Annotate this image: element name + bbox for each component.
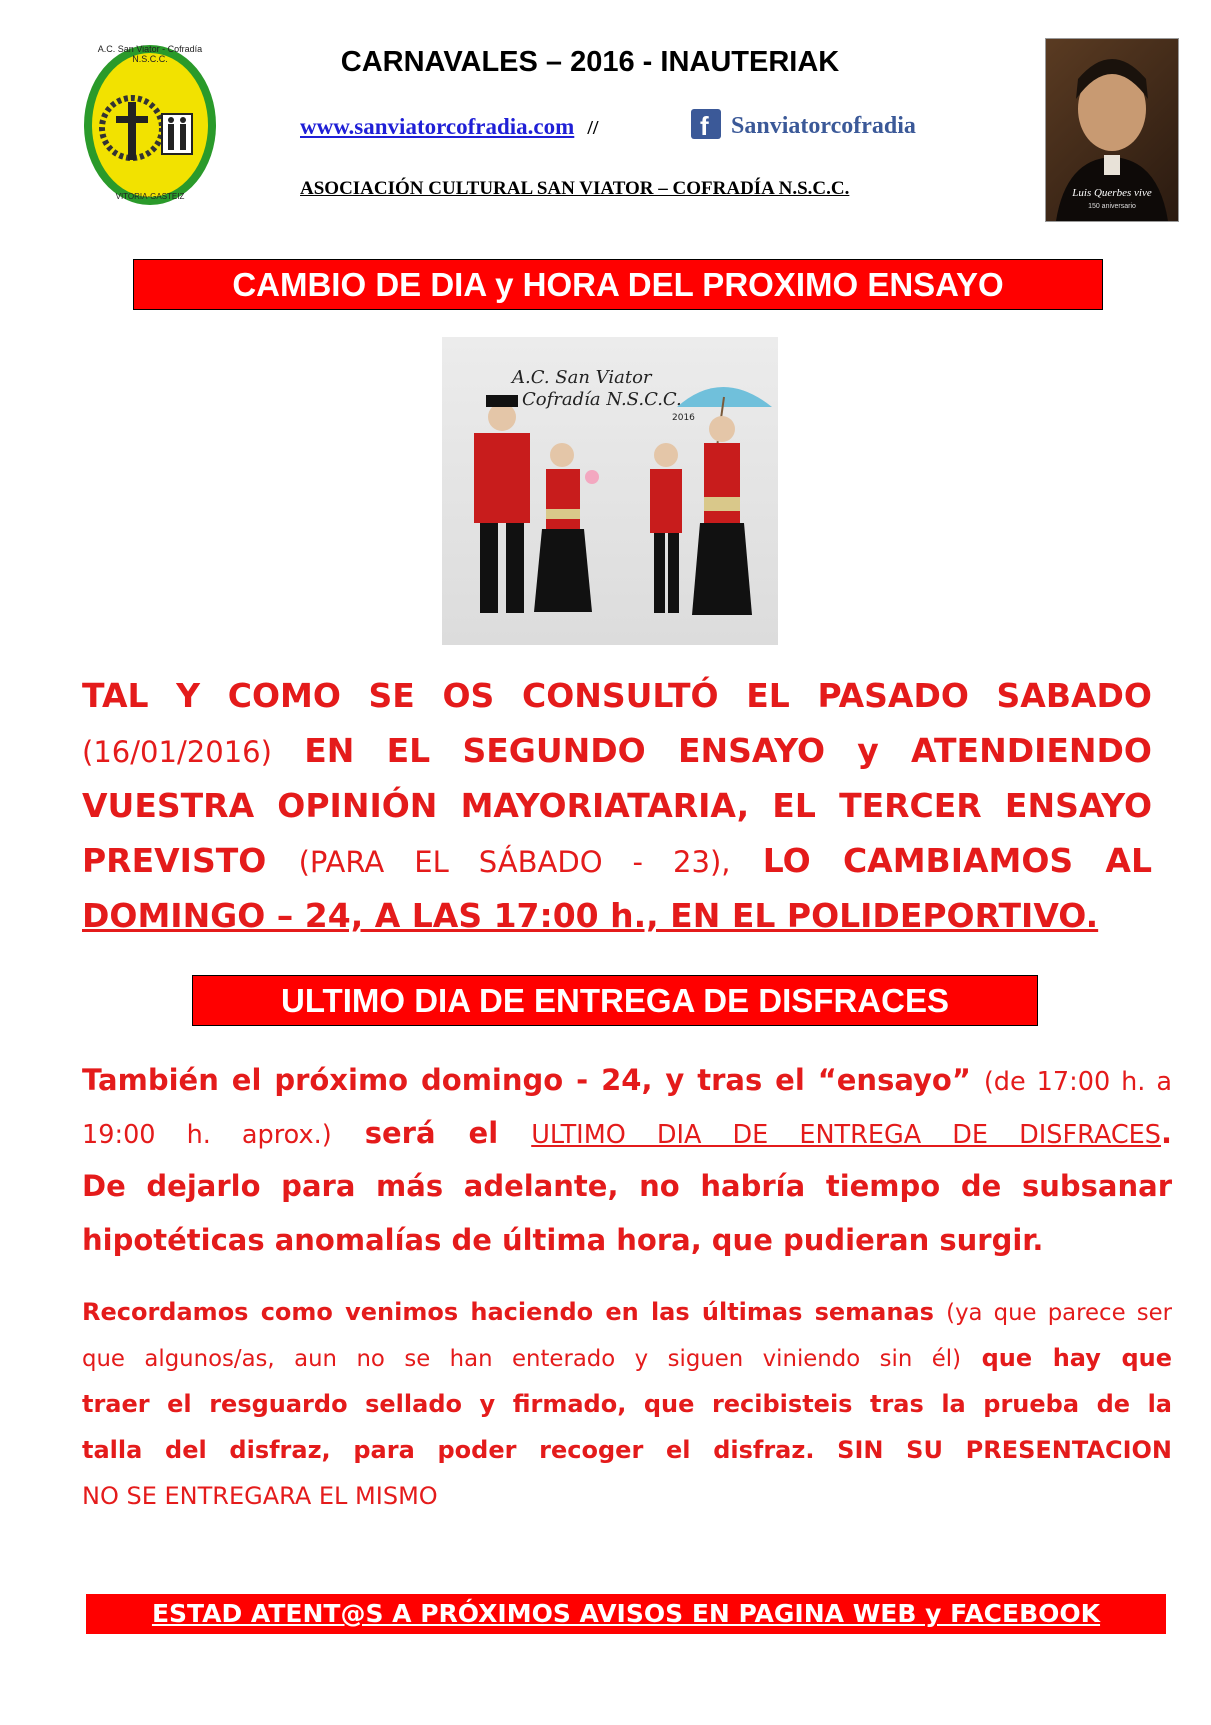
page-title: CARNAVALES – 2016 - INAUTERIAK: [340, 46, 840, 78]
logo-ring-text: A.C. San Viator - Cofradía N.S.C.C.: [97, 44, 203, 64]
notice-line-2-text: EN EL SEGUNDO ENSAYO y ATENDIENDO: [304, 731, 1152, 770]
logo-bottom-text: VITORIA-GASTEIZ: [115, 192, 185, 201]
notice-line-5: DOMINGO – 24, A LAS 17:00 h., EN EL POLIDEPORTIVO.: [82, 896, 1099, 935]
delivery-line-1: [82, 1058, 1172, 1104]
link-separator: //: [587, 117, 599, 139]
website-link[interactable]: www.sanviatorcofradia.com: [300, 114, 575, 139]
header-links-row: [300, 114, 599, 144]
photo-title-line2: Cofradía N.S.C.C.: [522, 389, 682, 410]
notice-planned-date: (PARA EL SÁBADO - 23),: [298, 845, 731, 879]
delivery-time-end: 19:00 h. aprox.): [82, 1120, 332, 1150]
photo-title-line1: A.C. San Viator: [512, 367, 652, 388]
delivery-will-be: será el: [364, 1116, 499, 1150]
association-name: ASOCIACIÓN CULTURAL SAN VIATOR – COFRADÍA N.S.C.C.: [300, 178, 850, 199]
photo-year: 2016: [672, 413, 695, 423]
notice-line-1: TAL Y COMO SE OS CONSULTÓ EL PASADO SABADO: [82, 676, 1152, 715]
reminder-line-2-text: que hay que: [981, 1344, 1173, 1372]
reminder-line-4: talla del disfraz, para poder recoger el disfraz. SIN SU PRESENTACION: [82, 1436, 1172, 1464]
portrait-subcaption: 150 aniversario: [1088, 203, 1136, 210]
facebook-icon[interactable]: f: [691, 109, 721, 139]
reminder-line-5: NO SE ENTREGARA EL MISMO: [82, 1482, 438, 1510]
facebook-link[interactable]: Sanviatorcofradia: [731, 113, 916, 139]
notice-line-2: [82, 727, 1152, 776]
notice-line-3: VUESTRA OPINIÓN MAYORIATARIA, EL TERCER ENSAYO: [82, 786, 1152, 825]
reminder-line-1: [82, 1294, 1172, 1331]
notice-change: LO CAMBIAMOS AL: [762, 841, 1153, 880]
delivery-line-2: [82, 1111, 1172, 1157]
reminder-line-2: [82, 1340, 1172, 1377]
notice-line-4: [82, 837, 1152, 886]
reminder-line-3: traer el resguardo sellado y firmado, que recibisteis tras la prueba de la: [82, 1390, 1172, 1418]
delivery-line-3: De dejarlo para más adelante, no habría tiempo de subsanar: [82, 1169, 1172, 1203]
delivery-period: .: [1160, 1116, 1172, 1150]
reminder-line-2-aside: que algunos/as, aun no se han enterado y siguen viniendo sin él): [82, 1346, 962, 1372]
delivery-line-4: hipotéticas anomalías de última hora, que pudieran surgir.: [82, 1223, 1044, 1257]
delivery-time-range: (de 17:00 h. a: [983, 1067, 1172, 1097]
portrait-caption: Luis Querbes vive: [1072, 187, 1152, 199]
banner-last-delivery-day: ULTIMO DIA DE ENTREGA DE DISFRACES: [192, 975, 1038, 1026]
notice-planned: PREVISTO: [82, 841, 267, 880]
reminder-line-1-text: Recordamos como venimos haciendo en las últimas semanas: [82, 1298, 934, 1326]
costume-photo: [442, 337, 778, 645]
delivery-line-1-text: También el próximo domingo - 24, y tras el “ensayo”: [82, 1063, 971, 1097]
delivery-last-day: ULTIMO DIA DE ENTREGA DE DISFRACES: [531, 1120, 1161, 1150]
notice-date: (16/01/2016): [82, 735, 272, 769]
banner-schedule-change: CAMBIO DE DIA y HORA DEL PROXIMO ENSAYO: [133, 259, 1103, 310]
footer-notice: ESTAD ATENT@S A PRÓXIMOS AVISOS EN PAGINA WEB y FACEBOOK: [86, 1594, 1166, 1634]
association-logo: [80, 40, 220, 210]
founder-portrait: [1045, 38, 1179, 222]
reminder-line-1-aside: (ya que parece ser: [946, 1300, 1172, 1326]
